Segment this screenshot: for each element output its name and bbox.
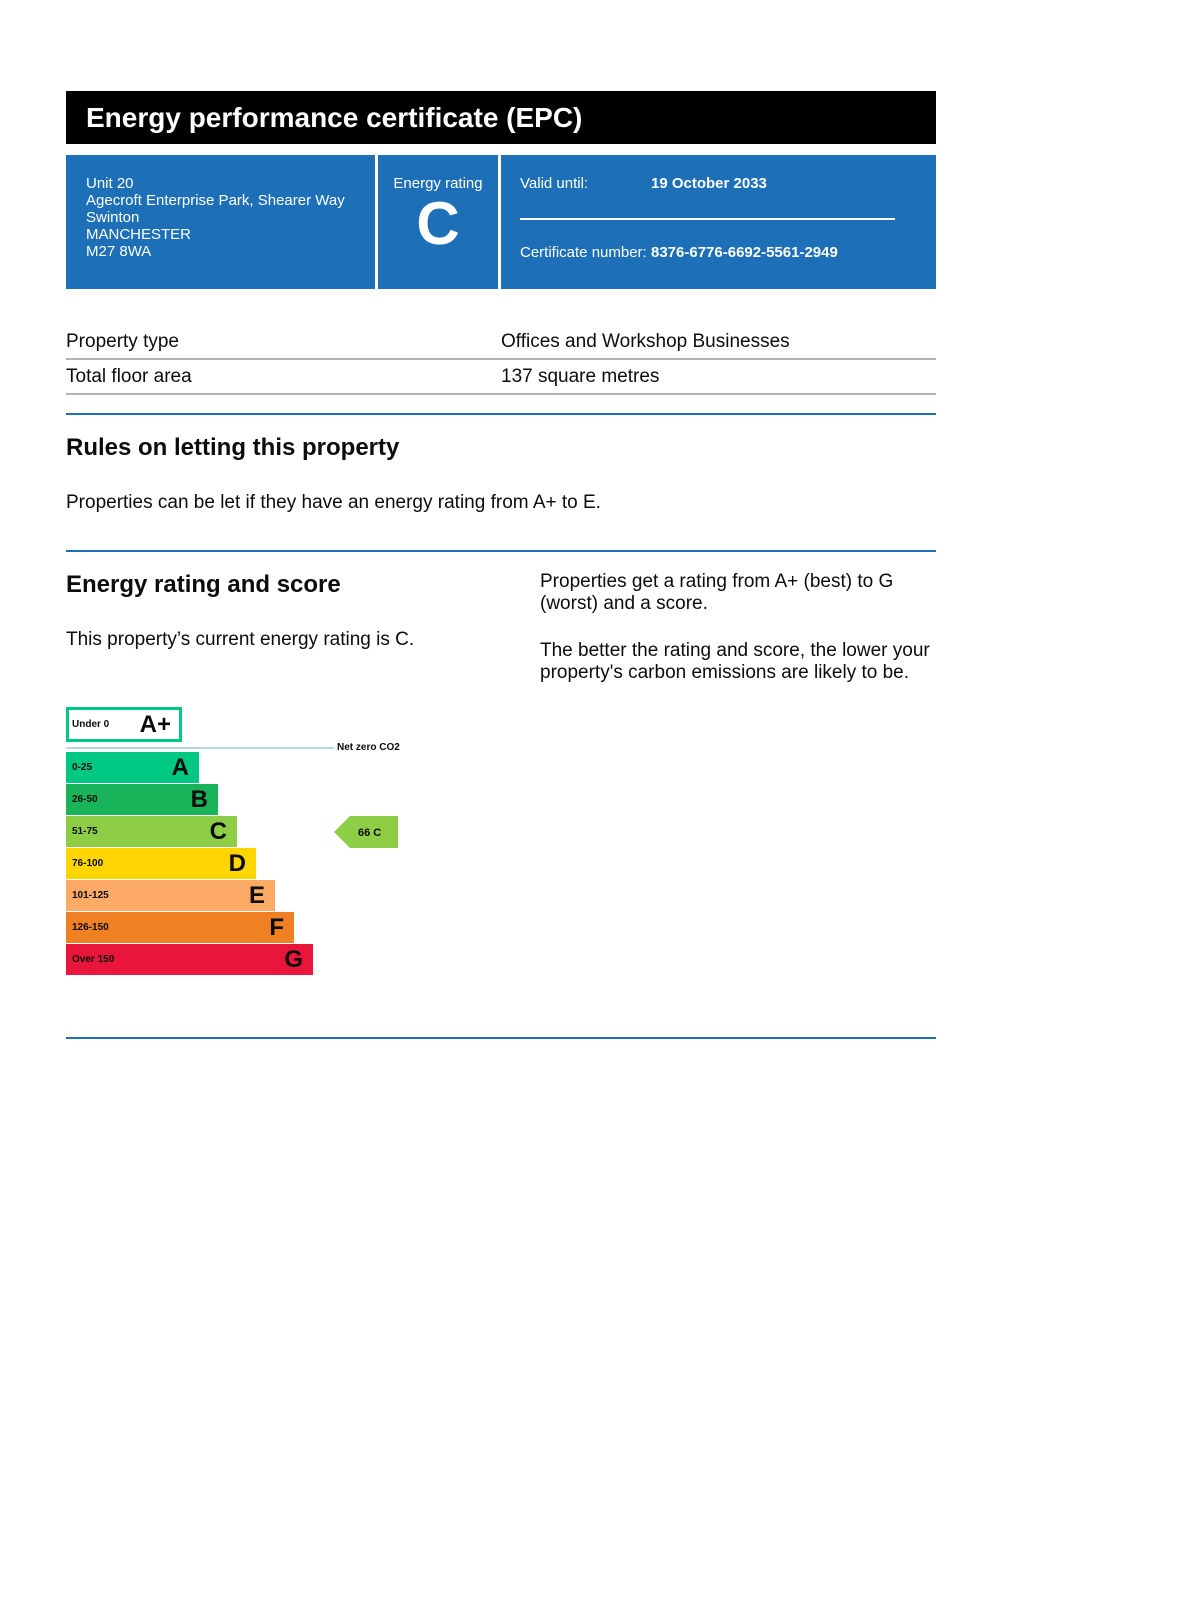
- energy-heading: Energy rating and score: [66, 571, 341, 598]
- fact-value: 137 square metres: [501, 365, 660, 387]
- summary-panel: [66, 155, 936, 289]
- band-d: [66, 848, 256, 879]
- rating-explanation-2: The better the rating and score, the lower your property's carbon emissions are likely to be.: [540, 640, 930, 683]
- fact-value: Offices and Workshop Businesses: [501, 330, 790, 352]
- valid-until-value: 19 October 2033: [651, 175, 767, 192]
- band-aplus: [66, 707, 182, 742]
- band-a: [66, 752, 199, 783]
- valid-until-label: Valid until:: [520, 175, 589, 192]
- certificate-number-label: Certificate number:: [520, 244, 647, 261]
- energy-rating-letter: C: [416, 190, 460, 257]
- property-facts: [66, 325, 936, 395]
- section-divider: [66, 1037, 936, 1039]
- band-e: [66, 880, 275, 911]
- band-range: 126-150: [72, 922, 109, 933]
- current-rating-text: This property’s current energy rating is C.: [66, 629, 415, 650]
- energy-rating-chart: [66, 707, 406, 987]
- band-range: 51-75: [72, 826, 98, 837]
- epc-page: [66, 91, 936, 1039]
- net-zero-label: Net zero CO2: [337, 742, 400, 753]
- property-address: [66, 155, 375, 289]
- validity-box: [501, 155, 936, 289]
- band-letter: D: [228, 849, 246, 877]
- certificate-number-value: 8376-6776-6692-5561-2949: [651, 244, 838, 261]
- band-range: 76-100: [72, 858, 104, 869]
- band-range: 0-25: [72, 762, 93, 773]
- address-line-3: Swinton: [86, 209, 140, 226]
- section-divider: [66, 413, 936, 415]
- band-letter: G: [284, 945, 303, 973]
- address-line-5: M27 8WA: [86, 243, 152, 260]
- fact-label: Total floor area: [66, 365, 192, 387]
- band-aplus-range: Under 0: [72, 719, 110, 730]
- rules-text: Properties can be let if they have an energy rating from A+ to E.: [66, 492, 601, 513]
- band-letter: B: [190, 785, 208, 813]
- address-line-1: Unit 20: [86, 175, 134, 192]
- band-c: [66, 816, 237, 847]
- energy-rating-label: Energy rating: [393, 175, 483, 192]
- band-letter: F: [269, 913, 284, 941]
- net-zero-line: [66, 747, 334, 749]
- band-aplus-letter: A+: [139, 710, 171, 738]
- energy-section: [66, 571, 936, 987]
- band-letter: E: [248, 881, 265, 909]
- band-b: [66, 784, 218, 815]
- energy-rating-box: [378, 155, 498, 289]
- band-range: Over 150: [72, 954, 115, 965]
- band-letter: C: [209, 817, 227, 845]
- current-rating-label: 66 C: [358, 827, 382, 839]
- address-line-2: Agecroft Enterprise Park, Shearer Way: [86, 192, 345, 209]
- band-range: 26-50: [72, 794, 98, 805]
- page-title: Energy performance certificate (EPC): [66, 91, 936, 144]
- validity-divider: [520, 218, 895, 220]
- fact-row-property-type: [66, 325, 936, 360]
- address-line-4: MANCHESTER: [86, 226, 192, 243]
- current-rating-marker: [334, 816, 398, 848]
- band-g: [66, 944, 313, 975]
- fact-label: Property type: [66, 330, 179, 352]
- band-f: [66, 912, 294, 943]
- rules-heading: Rules on letting this property: [66, 434, 400, 461]
- band-range: 101-125: [72, 890, 109, 901]
- rating-explanation: [540, 571, 936, 987]
- fact-row-floor-area: [66, 360, 936, 395]
- rating-explanation-1: Properties get a rating from A+ (best) to G (worst) and a score.: [540, 571, 894, 614]
- band-letter: A: [171, 753, 189, 781]
- section-divider: [66, 550, 936, 552]
